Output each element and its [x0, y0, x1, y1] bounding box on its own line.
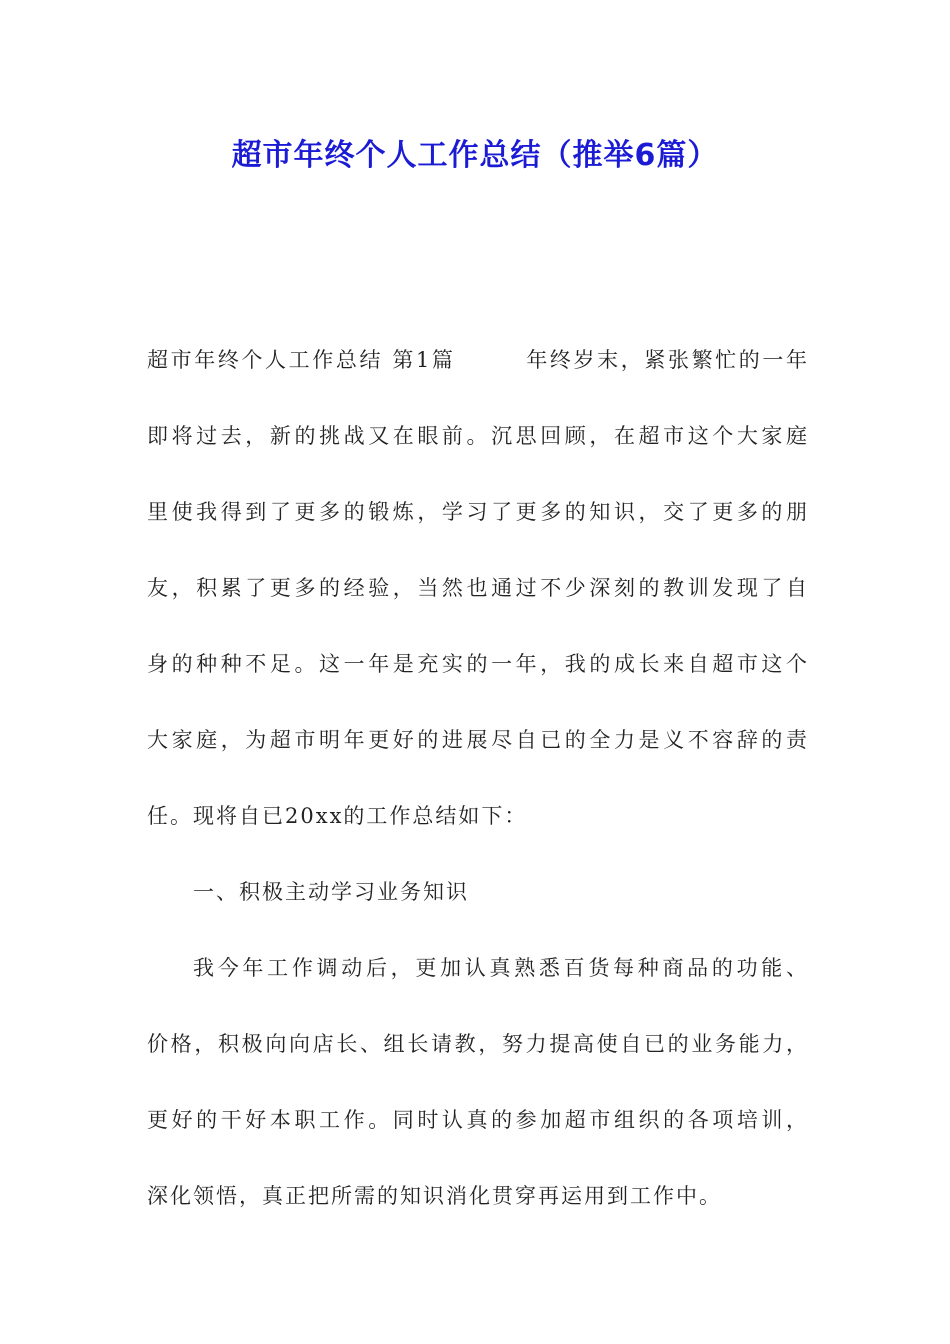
- body-line: 大家庭，为超市明年更好的进展尽自已的全力是义不容辞的责: [147, 728, 807, 752]
- document-body: [147, 340, 807, 1252]
- document-title: 超市年终个人工作总结（推举6篇）: [231, 138, 719, 173]
- body-line: 即将过去，新的挑战又在眼前。沉思回顾，在超市这个大家庭: [147, 424, 807, 448]
- body-line: 里使我得到了更多的锻炼，学习了更多的知识，交了更多的朋: [147, 500, 807, 524]
- body-line: 超市年终个人工作总结 第1篇 年终岁末，紧张繁忙的一年: [147, 348, 807, 372]
- section-heading: 一、积极主动学习业务知识: [193, 880, 469, 904]
- body-line: 我今年工作调动后，更加认真熟悉百货每种商品的功能、: [193, 956, 807, 980]
- body-line: 价格，积极向向店长、组长请教，努力提高使自已的业务能力，: [147, 1032, 807, 1056]
- body-line: 深化领悟，真正把所需的知识消化贯穿再运用到工作中。: [147, 1184, 722, 1208]
- body-line: 更好的干好本职工作。同时认真的参加超市组织的各项培训，: [147, 1108, 807, 1132]
- body-line: 身的种种不足。这一年是充实的一年，我的成长来自超市这个: [147, 652, 807, 676]
- body-line: 任。现将自已20xx的工作总结如下：: [147, 804, 528, 828]
- body-line: 友，积累了更多的经验，当然也通过不少深刻的教训发现了自: [147, 576, 807, 600]
